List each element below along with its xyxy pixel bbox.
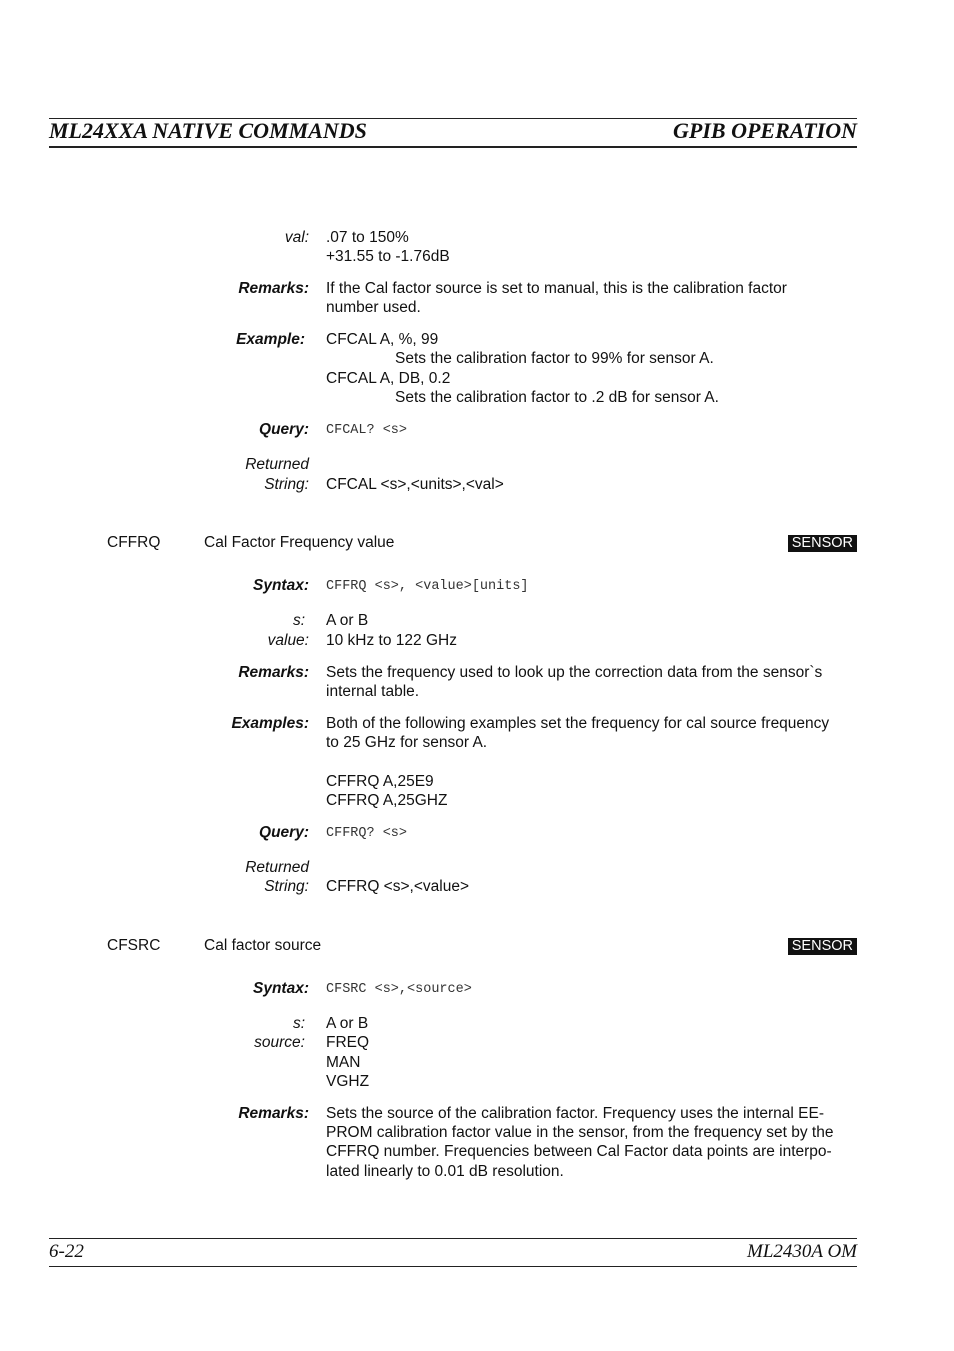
- command-name: CFSRC: [107, 937, 161, 954]
- string-label: String:: [264, 878, 309, 895]
- remarks-line: If the Cal factor source is set to manual, this is the calibration factor: [326, 280, 787, 297]
- command-description: Cal Factor Frequency value: [204, 534, 395, 551]
- returned-value: CFCAL <s>,<units>,<val>: [326, 476, 504, 493]
- source-value: VGHZ: [326, 1073, 370, 1090]
- source-value: FREQ: [326, 1034, 370, 1051]
- s-label: s:: [292, 1015, 305, 1032]
- header-bottom-rule: [49, 146, 857, 148]
- examples-label: Examples:: [231, 715, 309, 732]
- syntax-label: Syntax:: [253, 980, 309, 997]
- source-value: MAN: [326, 1054, 361, 1071]
- command-description: Cal factor source: [204, 937, 322, 954]
- returned-value: CFFRQ <s>,<value>: [326, 878, 470, 895]
- examples-line: Both of the following examples set the frequency for cal source frequency: [326, 715, 830, 732]
- footer-top-rule: [49, 1238, 857, 1239]
- page-number: 6-22: [49, 1241, 84, 1262]
- command-name: CFFRQ: [107, 534, 161, 551]
- example-line: Sets the calibration factor to .2 dB for sensor A.: [395, 389, 719, 406]
- sensor-badge: SENSOR: [788, 938, 857, 955]
- example-line: CFCAL A, DB, 0.2: [326, 370, 451, 387]
- remarks-line: Sets the source of the calibration factor. Frequency uses the internal EE-: [326, 1105, 824, 1122]
- footer-bottom-rule: [49, 1266, 857, 1267]
- syntax-value: CFFRQ <s>, <value>[units]: [326, 579, 529, 594]
- header-right-title: GPIB OPERATION: [673, 118, 857, 143]
- remarks-label: Remarks:: [238, 664, 309, 681]
- example-line: CFCAL A, %, 99: [326, 331, 439, 348]
- query-value: CFCAL? <s>: [326, 423, 408, 438]
- source-label: source:: [254, 1034, 305, 1051]
- val-line: +31.55 to -1.76dB: [326, 248, 450, 265]
- returned-label: Returned: [245, 859, 309, 876]
- remarks-line: PROM calibration factor value in the sensor, from the frequency set by the: [326, 1124, 834, 1141]
- remarks-line: internal table.: [326, 683, 420, 700]
- syntax-value: CFSRC <s>,<source>: [326, 982, 472, 997]
- sensor-badge: SENSOR: [788, 535, 857, 552]
- string-label: String:: [264, 476, 309, 493]
- remarks-line: lated linearly to 0.01 dB resolution.: [326, 1163, 564, 1180]
- remarks-line: Sets the frequency used to look up the correction data from the sensor`s: [326, 664, 823, 681]
- syntax-label: Syntax:: [253, 577, 309, 594]
- s-value: A or B: [326, 612, 369, 629]
- examples-line: CFFRQ A,25GHZ: [326, 792, 448, 809]
- s-label: s:: [292, 612, 305, 629]
- example-label: Example:: [236, 331, 305, 348]
- remarks-line: CFFRQ number. Frequencies between Cal Factor data points are interpo-: [326, 1143, 832, 1160]
- examples-line: to 25 GHz for sensor A.: [326, 734, 488, 751]
- query-label: Query:: [259, 824, 309, 841]
- value-range: 10 kHz to 122 GHz: [326, 632, 457, 649]
- returned-label: Returned: [245, 456, 309, 473]
- val-line: .07 to 150%: [326, 229, 409, 246]
- remarks-label: Remarks:: [238, 280, 309, 297]
- value-label: value:: [267, 632, 309, 649]
- header-left-title: ML24XXA NATIVE COMMANDS: [49, 118, 367, 143]
- examples-line: CFFRQ A,25E9: [326, 773, 434, 790]
- query-label: Query:: [259, 421, 309, 438]
- example-line: Sets the calibration factor to 99% for sensor A.: [395, 350, 714, 367]
- remarks-line: number used.: [326, 299, 421, 316]
- s-value: A or B: [326, 1015, 369, 1032]
- manual-title: ML2430A OM: [747, 1241, 857, 1262]
- query-value: CFFRQ? <s>: [326, 826, 408, 841]
- remarks-label: Remarks:: [238, 1105, 309, 1122]
- val-label: val:: [284, 229, 309, 246]
